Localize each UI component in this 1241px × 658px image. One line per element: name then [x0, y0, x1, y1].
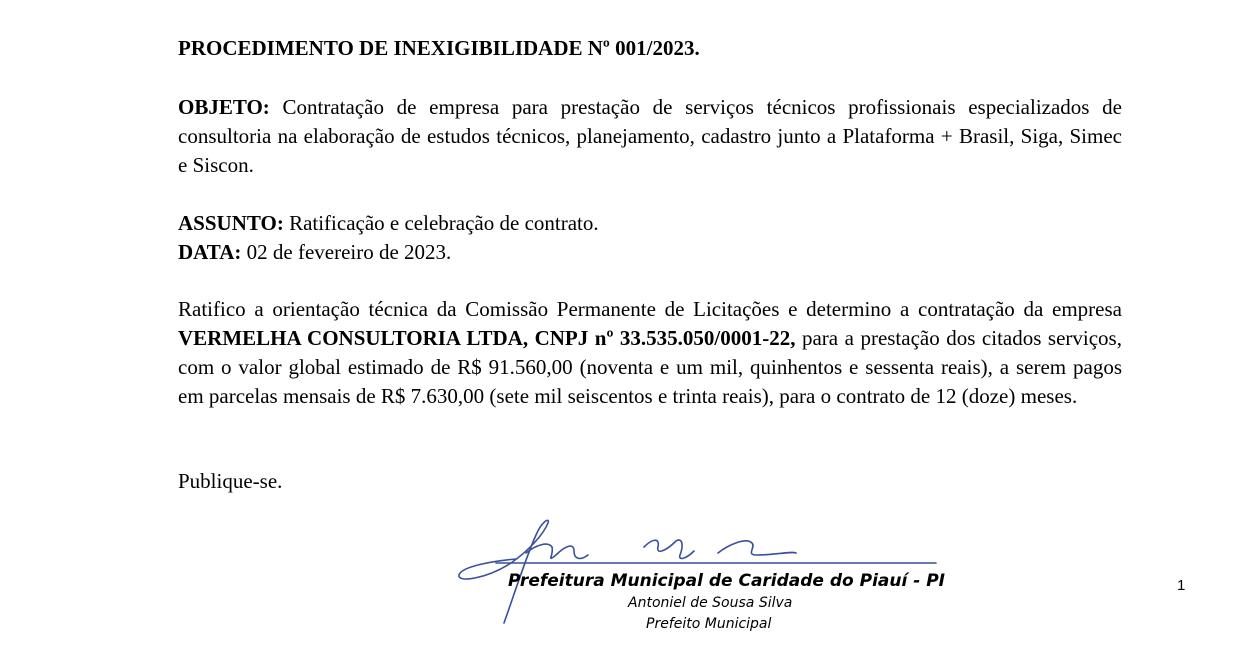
ratification-intro: Ratifico a orientação técnica da Comissão Permanente de Licitações e determino a contratação da empresa — [178, 297, 1122, 321]
company-name: VERMELHA CONSULTORIA LTDA, CNPJ nº 33.535.050/0001-22, — [178, 326, 796, 350]
signatory-name: Antoniel de Sousa Silva — [628, 595, 793, 611]
assunto-text: Ratificação e celebração de contrato. — [283, 211, 599, 235]
page-number: 1 — [1177, 577, 1186, 594]
assunto-label: ASSUNTO: — [178, 211, 284, 235]
signatory-role: Prefeito Municipal — [646, 616, 772, 632]
ratification-rest: para a prestação dos citados serviços, com o valor global estimado de R$ 91.560,00 (noventa e um mil, quinhentos e sessenta reais), a serem pagos em parcelas mensais de R$ 7.630,00 (sete mil seiscentos e trinta reais), para o contrato de 12 (doze) meses. — [178, 326, 1122, 408]
closing-line: Publique-se. — [178, 469, 283, 493]
objeto-label: OBJETO: — [178, 95, 270, 119]
objeto-paragraph — [178, 93, 1122, 180]
date-line — [178, 238, 1122, 267]
assunto-line — [178, 209, 1122, 238]
signature-organization: Prefeitura Municipal de Caridade do Piauí - PI — [508, 571, 946, 591]
document-heading: PROCEDIMENTO DE INEXIGIBILIDADE Nº 001/2023. — [178, 36, 700, 60]
date-label: DATA: — [178, 240, 242, 264]
signature-block — [456, 515, 956, 645]
date-text: 02 de fevereiro de 2023. — [241, 240, 452, 264]
ratification-paragraph — [178, 295, 1122, 411]
objeto-text: Contratação de empresa para prestação de serviços técnicos profissionais especializados de consultoria na elaboração de estudos técnicos, planejamento, cadastro junto a Plataforma + Brasil, Siga, Simec e Siscon. — [178, 95, 1122, 177]
